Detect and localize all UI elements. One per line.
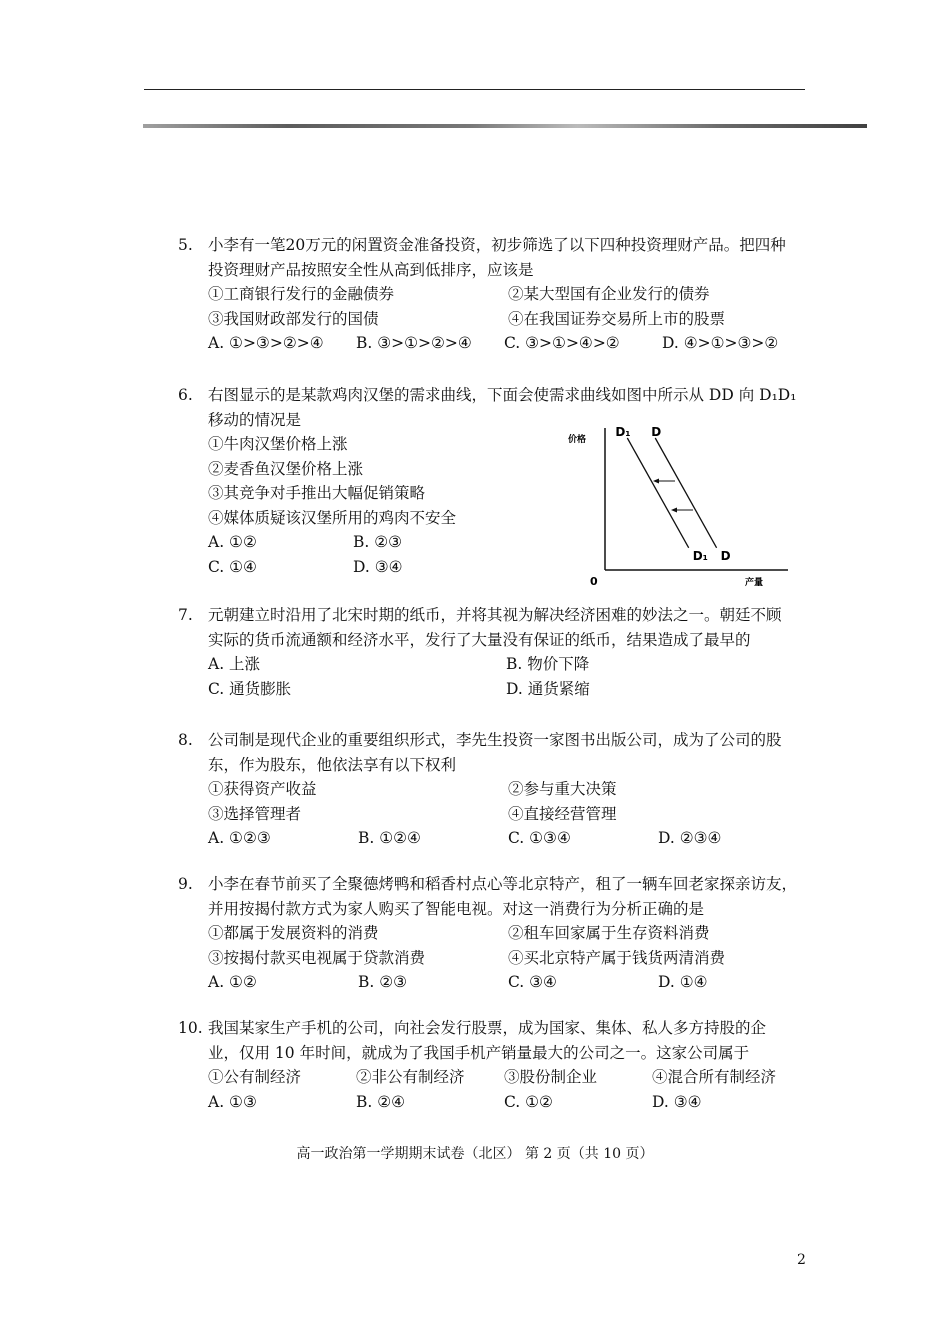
q8-item-4: ④直接经营管理 [508,804,617,823]
q5-item-3: ③我国财政部发行的国债 [208,309,379,328]
q8-item-3: ③选择管理者 [208,804,302,823]
origin-label: 0 [590,575,598,588]
q9-item-4: ④买北京特产属于钱货两清消费 [508,948,726,967]
curve-label-bottom-d1: D₁ [692,548,708,563]
curve-label-top-d1: D₁ [615,425,631,439]
q6-item-4: ④媒体质疑该汉堡所用的鸡肉不安全 [208,508,457,527]
q9-option-a: A. ①② [208,973,257,991]
header-rule [144,89,805,90]
q9-item-3: ③按揭付款买电视属于贷款消费 [208,948,426,967]
q5-option-d: D. ④>①>③>② [662,334,779,352]
x-axis-label: 产量 [745,578,764,588]
q9-item-2: ②租车回家属于生存资料消费 [508,924,710,942]
q8-item-2: ②参与重大决策 [508,780,617,798]
q8-option-a: A. ①②③ [208,829,271,847]
q5-option-c: C. ③>①>④>② [504,334,620,352]
q10-item-3: ③股份制企业 [504,1068,598,1086]
q6-option-d: D. ③④ [353,557,403,576]
q6-option-b: B. ②③ [353,533,403,551]
q10-option-c: C. ①② [504,1092,553,1111]
q8-option-c: C. ①③④ [508,829,571,847]
q8-option-d: D. ②③④ [658,829,722,847]
scan-edge-line [143,124,867,128]
demand-curve-d [655,438,716,548]
q6-item-3: ③其竞争对手推出大幅促销策略 [208,484,426,502]
q5-item-1: ①工商银行发行的金融债券 [208,285,395,303]
q9-option-b: B. ②③ [358,973,408,991]
q5-option-b: B. ③>①>②>④ [356,334,472,352]
q10-item-2: ②非公有制经济 [356,1068,465,1086]
shift-arrow-2-head [671,508,677,513]
q5-option-a: A. ①>③>②>④ [208,334,324,352]
q6-item-2: ②麦香鱼汉堡价格上涨 [208,459,364,478]
q6-option-c: C. ①④ [208,557,257,576]
page-number: 2 [797,1252,806,1268]
q10-option-a: A. ①③ [208,1092,257,1111]
y-axis-label: 价格 [568,435,587,445]
q10-option-d: D. ③④ [652,1092,702,1111]
curve-label-top-d: D [651,425,662,439]
q9-option-c: C. ③④ [508,973,557,991]
q7-option-a: A. 上涨 [208,655,261,673]
q5-item-2: ②某大型国有企业发行的债券 [508,285,710,303]
q10-option-b: B. ②④ [356,1092,406,1111]
q5-item-4: ④在我国证券交易所上市的股票 [508,309,726,328]
q7-option-c: C. 通货膨胀 [208,679,292,698]
page-footer: 高一政治第一学期期末试卷（北区） 第 2 页（共 10 页） [296,1146,654,1162]
curve-label-bottom-d: D [720,548,731,563]
question-9: 9. 小李在春节前买了全聚德烤鸭和稻香村点心等北京特产，租了一辆车回老家探亲访友， 并用按揭付款方式为家人购买了智能电视。对这一消费行为分析正确的是 ①都属于发展资料的消费 ②租车回家属于生存资料消费 ③按揭付款买电视属于贷款消费 ④买北京特产属于钱货两清消费 A. ①② B. ②③ C. ③④ D. ①④ [178,872,798,995]
question-6: 6. 右图显示的是某款鸡肉汉堡的需求曲线，下面会使需求曲线如图中所示从 DD 向 D₁D₁ 移动的情况是 ①牛肉汉堡价格上涨 ②麦香鱼汉堡价格上涨 ③其竞争对手推出大幅促销策略 ④媒体质疑该汉堡所用的鸡肉不安全 A. ①② B. ②③ C. ①④ D. ③④ [178,383,798,579]
shift-arrow-1-head [653,479,659,484]
q7-option-b: B. 物价下降 [506,655,590,673]
q10-item-1: ①公有制经济 [208,1068,302,1086]
q10-item-4: ④混合所有制经济 [652,1068,777,1086]
question-8: 8. 公司制是现代企业的重要组织形式，李先生投资一家图书出版公司，成为了公司的股 东，作为股东，他依法享有以下权利 ①获得资产收益 ②参与重大决策 ③选择管理者 ④直接经营管理 A. ①②③ B. ①②④ C. ①③④ D. ②③④ [178,728,798,851]
demand-curve-chart [560,420,790,595]
q7-option-d: D. 通货紧缩 [506,679,590,698]
question-5: 5. 小李有一笔20万元的闲置资金准备投资，初步筛选了以下四种投资理财产品。把四种 投资理财产品按照安全性从高到低排序，应该是 ①工商银行发行的金融债券 ②某大型国有企业发行的债券 ③我国财政部发行的国债 ④在我国证券交易所上市的股票 A. ①>③>②>④ B. ③>①>②>④ C. ③>①>④>② D. ④>①>③>② [178,233,798,356]
demand-curve-d1 [627,438,688,548]
q6-item-1: ①牛肉汉堡价格上涨 [208,435,348,453]
q9-option-d: D. ①④ [658,973,708,991]
q8-option-b: B. ①②④ [358,829,421,847]
q9-item-1: ①都属于发展资料的消费 [208,924,379,942]
question-10: 10. 我国某家生产手机的公司，向社会发行股票，成为国家、集体、私人多方持股的企 业，仅用 10 年时间，就成为了我国手机产销量最大的公司之一。这家公司属于 ①公有制经济 ②非公有制经济 ③股份制企业 ④混合所有制经济 A. ①③ B. ②④ C. ①② D. ③④ [178,1016,798,1114]
q6-option-a: A. ①② [208,533,257,551]
question-7: 7. 元朝建立时沿用了北宋时期的纸币，并将其视为解决经济困难的妙法之一。朝廷不顾 实际的货币流通额和经济水平，发行了大量没有保证的纸币，结果造成了最早的 A. 上涨 B. 物价下降 C. 通货膨胀 D. 通货紧缩 [178,603,798,701]
q8-item-1: ①获得资产收益 [208,780,317,798]
